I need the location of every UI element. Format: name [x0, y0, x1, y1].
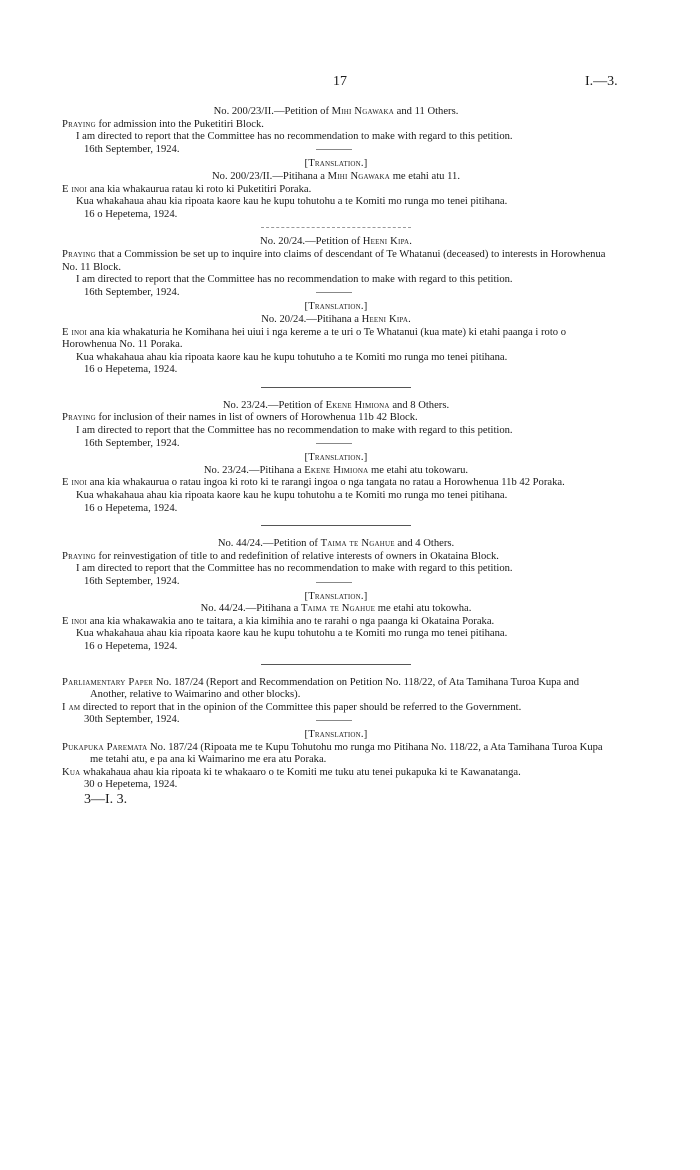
petition-section: [62, 236, 610, 377]
petition-report: I am directed to report that the Committee has no recommendation to make with regard to this petition.: [76, 131, 513, 143]
short-dash-divider: [316, 582, 352, 583]
petition-heading: No. 23/24.—Petition of Ekene Himiona and 8 Others.: [222, 399, 450, 411]
page-number: 17: [333, 74, 347, 89]
translation-label: [Translation.]: [304, 590, 368, 602]
petition-section: [62, 106, 610, 221]
translation-label: [Translation.]: [304, 452, 368, 464]
petition-prayer: Praying for inclusion of their names in list of owners of Horowhenua 11b 42 Block.: [62, 412, 418, 424]
page-header: [0, 76, 700, 94]
petition-report: I am directed to report that the Committee has no recommendation to make with regard to this petition.: [76, 274, 513, 286]
translation-heading: No. 20/24.—Pitihana a Heeni Kipa.: [261, 313, 411, 325]
petition-prayer: Praying that a Commission be set up to inquire into claims of descendant of Te Whatanui (deceased) to interests in Horowhenua No. 11 Block.: [62, 248, 606, 273]
paper-reference: I.—3.: [585, 74, 618, 89]
petition-heading: No. 200/23/II.—Petition of Mihi Ngawaka and 11 Others.: [213, 106, 459, 117]
document-body: [62, 106, 610, 807]
petition-heading: No. 44/24.—Petition of Taima te Ngahue and 4 Others.: [217, 538, 455, 550]
parliamentary-date: 30th September, 1924.: [84, 714, 180, 726]
translation-label: [Translation.]: [304, 158, 368, 170]
translation-date: 30 o Hepetema, 1924.: [84, 779, 178, 791]
petition-prayer: Praying for reinvestigation of title to and redefinition of relative interests of owners in Okataina Block.: [62, 550, 499, 562]
petition-prayer: Praying for admission into the Puketitiri Block.: [62, 118, 264, 130]
petition-date: 16th September, 1924.: [84, 576, 180, 587]
petition-report: I am directed to report that the Committee has no recommendation to make with regard to this petition.: [76, 563, 513, 575]
translation-prayer: E inoi ana kia whakaurua o ratau ingoa ki roto ki te rarangi ingoa o nga tangata no ratau a Horowhenua 11b 42 Poraka.: [62, 477, 565, 489]
translation-date: 16 o Hepetema, 1924.: [84, 502, 178, 514]
translation-prayer: E inoi ana kia whakaurua ratau ki roto ki Puketitiri Poraka.: [62, 183, 312, 195]
translation-report: Kua whakahaua ahau kia ripoata kaore kau he kupu tohutohu a te Komiti mo runga mo tenei pitihana.: [76, 628, 508, 640]
section-rule: [261, 664, 411, 665]
signature-mark: 3—I. 3.: [84, 791, 128, 807]
section-rule: [261, 387, 411, 388]
short-dash-divider: [316, 292, 352, 293]
translation-prayer: E inoi ana kia whakawakia ano te taitara, a kia kimihia ano te rarahi o nga paanga ki Okataina Poraka.: [62, 615, 495, 627]
translation-heading: No. 200/23/II.—Pitihana a Mihi Ngawaka me etahi atu 11.: [212, 170, 460, 182]
petition-section: [62, 538, 610, 653]
translation-date: 16 o Hepetema, 1924.: [84, 208, 178, 220]
parliamentary-paper-title: Parliamentary Paper No. 187/24 (Report and Recommendation on Petition No. 118/22, of Ata Tamihana Turoa Kupa and Another, relative to Waimarino and other blocks).: [62, 676, 580, 701]
dashed-divider: [261, 227, 411, 228]
petition-heading: No. 20/24.—Petition of Heeni Kipa.: [260, 236, 412, 248]
short-dash-divider: [316, 149, 352, 150]
translation-heading: No. 44/24.—Pitihana a Taima te Ngahue me etahi atu tokowha.: [200, 603, 472, 615]
petition-date: 16th September, 1924.: [84, 437, 180, 449]
translation-date: 16 o Hepetema, 1924.: [84, 640, 178, 652]
short-dash-divider: [316, 443, 352, 444]
translation-report: Kua whakahaua ahau kia ripoata kaore kau he kupu tohutohu a te Komiti mo runga mo tenei pitihana.: [76, 196, 508, 208]
section-rule: [261, 525, 411, 526]
petition-date: 16th September, 1924.: [84, 286, 180, 298]
translation-label: [Translation.]: [304, 301, 368, 313]
parliamentary-paper-section: [62, 677, 610, 807]
translation-report: Kua whakahaua ahau kia ripoata ki te whakaaro o te Komiti me tuku atu tenei pukapuka ki te Kawanatanga.: [62, 766, 521, 778]
short-dash-divider: [316, 720, 352, 721]
translation-report: Kua whakahaua ahau kia ripoata kaore kau he kupu tohutuho a te Komiti mo runga mo tenei pitihana.: [76, 351, 508, 363]
translation-label: [Translation.]: [304, 728, 368, 740]
translation-report: Kua whakahaua ahau kia ripoata kaore kau he kupu tohutohu a te Komiti mo runga mo tenei pitihana.: [76, 490, 508, 502]
parliamentary-report: I am directed to report that in the opinion of the Committee this paper should be referred to the Government.: [62, 701, 522, 713]
translation-heading: No. 23/24.—Pitihana a Ekene Himiona me etahi atu tokowaru.: [203, 464, 469, 476]
petition-section: [62, 400, 610, 515]
petition-date: 16th September, 1924.: [84, 143, 180, 155]
translation-prayer: E inoi ana kia whakaturia he Komihana hei uiui i nga kereme a te uri o Te Whatanui (kua mate) ki etahi paanga i roto o Horowhenua No. 11 Poraka.: [62, 326, 567, 351]
translation-date: 16 o Hepetema, 1924.: [84, 364, 178, 376]
petition-report: I am directed to report that the Committee has no recommendation to make with regard to this petition.: [76, 425, 513, 437]
translation-paper-title: Pukapuka Paremata No. 187/24 (Ripoata me te Kupu Tohutohu mo runga mo Pitihana No. 118/22, a Ata Tamihana Turoa Kupa me tetahi atu, e pa ana ki Waimarino me era atu Poraka.: [62, 741, 603, 766]
